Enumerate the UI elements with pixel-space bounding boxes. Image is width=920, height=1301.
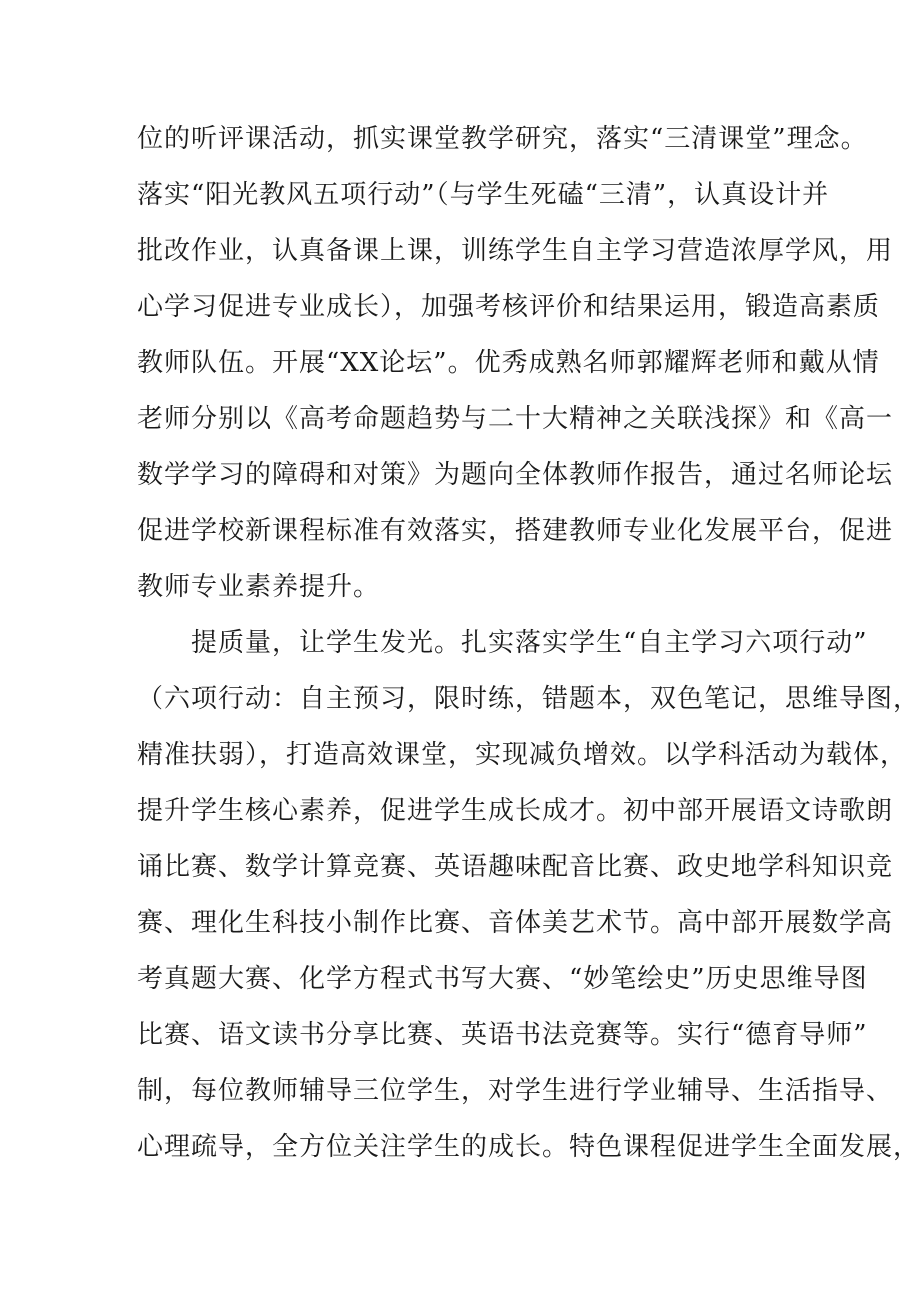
paragraph-2-line: 考真题大赛、化学方程式书写大赛、“妙笔绘史”历史思维导图 [137, 964, 868, 994]
paragraph-1-line: 位的听评课活动，抓实课堂教学研究，落实“三清课堂”理念。 [137, 124, 868, 154]
paragraph-2-line: 比赛、语文读书分享比赛、英语书法竞赛等。实行“德育导师” [137, 1020, 868, 1050]
paragraph-1-line: 促进学校新课程标准有效落实，搭建教师专业化发展平台，促进 [137, 516, 894, 546]
paragraph-2-line: 心理疏导，全方位关注学生的成长。特色课程促进学生全面发展， [137, 1132, 920, 1162]
paragraph-1-line: 教师队伍。开展“XX论坛”。优秀成熟名师郭耀辉老师和戴从情 [137, 348, 880, 378]
paragraph-1 [137, 111, 894, 615]
paragraph-1-line: 批改作业，认真备课上课，训练学生自主学习营造浓厚学风，用 [137, 236, 894, 266]
paragraph-2-line: 制，每位教师辅导三位学生，对学生进行学业辅导、生活指导、 [137, 1076, 894, 1106]
paragraph-2-line: 精准扶弱），打造高效课堂，实现减负增效。以学科活动为载体， [137, 740, 908, 770]
paragraph-2 [137, 615, 920, 1175]
paragraph-2-line: 提升学生核心素养，促进学生成长成才。初中部开展语文诗歌朗 [137, 796, 894, 826]
paragraph-2-line: 诵比赛、数学计算竞赛、英语趣味配音比赛、政史地学科知识竞 [137, 852, 894, 882]
paragraph-1-line: 落实“阳光教风五项行动”（与学生死磕“三清”，认真设计并 [137, 180, 830, 210]
paragraph-2-line: 赛、理化生科技小制作比赛、音体美艺术节。高中部开展数学高 [137, 908, 894, 938]
paragraph-1-line: 心学习促进专业成长），加强考核评价和结果运用，锻造高素质 [137, 292, 881, 322]
paragraph-1-line: 老师分别以《高考命题趋势与二十大精神之关联浅探》和《高一 [137, 404, 894, 434]
paragraph-1-line: 数学学习的障碍和对策》为题向全体教师作报告，通过名师论坛 [137, 460, 894, 490]
paragraph-2-line: 提质量，让学生发光。扎实落实学生“自主学习六项行动” [137, 628, 868, 658]
paragraph-1-line: 教师专业素养提升。 [137, 572, 381, 602]
paragraph-2-line: （六项行动：自主预习，限时练，错题本，双色笔记，思维导图， [137, 684, 920, 714]
